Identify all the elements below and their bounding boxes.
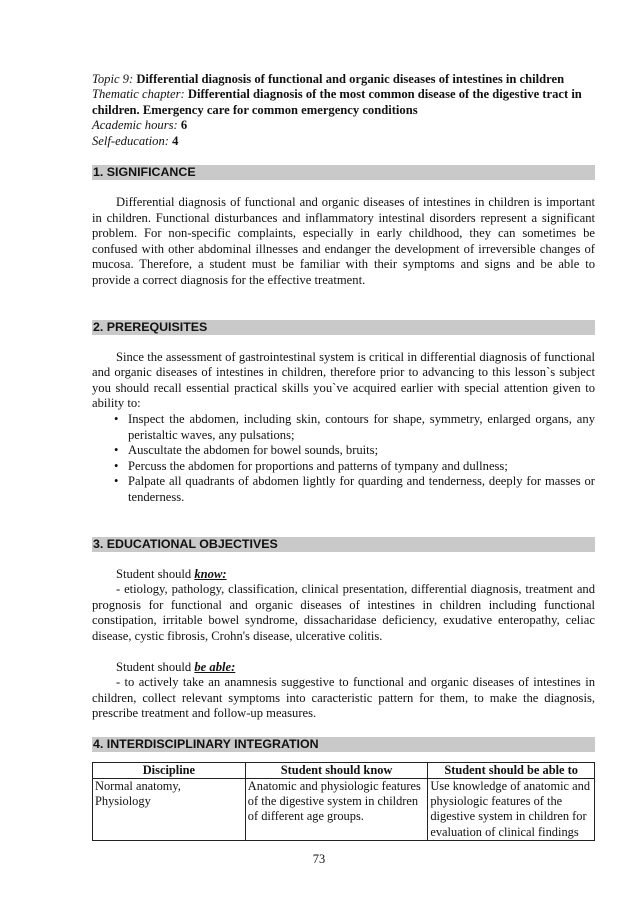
topic-line <box>92 72 595 87</box>
thematic-chapter-title: Differential diagnosis of the most common disease of the digestive tract in children. Emergency care for common emergency conditions <box>92 87 582 117</box>
list-item: • Auscultate the abdomen for bowel sounds, bruits; <box>128 443 595 459</box>
able-prefix: Student should <box>116 659 192 674</box>
section-heading-integration: 4. INTERDISCIPLINARY INTEGRATION <box>92 737 595 752</box>
prerequisites-list <box>92 412 595 506</box>
table-cell-discipline: Normal anatomy, Physiology <box>93 779 246 841</box>
page-number: 73 <box>312 852 326 866</box>
section-heading-prerequisites: 2. PREREQUISITES <box>92 320 595 335</box>
topic-title: Differential diagnosis of functional and organic diseases of intestines in children <box>136 72 565 86</box>
column-header-know: Student should know <box>245 762 428 778</box>
table-header-row <box>93 762 595 778</box>
able-intro <box>92 660 595 676</box>
list-item: • Inspect the abdomen, including skin, contours for shape, symmetry, enlarged organs, any peristaltic waves, any pulsations; <box>128 412 595 443</box>
column-header-discipline: Discipline <box>93 762 246 778</box>
document-header <box>92 72 595 149</box>
self-education-line <box>92 134 595 149</box>
thematic-chapter-label: Thematic chapter: <box>92 87 185 102</box>
academic-hours-line <box>92 118 595 133</box>
section-heading-objectives: 3. EDUCATIONAL OBJECTIVES <box>92 537 595 552</box>
know-paragraph: - etiology, pathology, classification, clinical presentation, differential diagnosis, treatment and prognosis for functional and organic diseases of intestines in children including functional constipation, irritable bowel syndrome, dissacharidase deficiency, exudative enteropathy, celiac disease, cystic fibrosis, Crohn's disease, ulcerative colitis. <box>92 582 595 643</box>
table-row <box>93 779 595 841</box>
able-paragraph: - to actively take an anamnesis suggestive to functional and organic diseases of intestines in children, collect relevant symptoms into caracteristic pattern for them, to make the diagnosis, prescribe treatment and follow-up measures. <box>92 675 595 721</box>
document-page <box>92 72 595 841</box>
know-intro <box>92 567 595 583</box>
academic-hours-value: 6 <box>180 118 188 133</box>
list-item: • Percuss the abdomen for proportions and patterns of tympany and dullness; <box>128 459 595 475</box>
section-heading-significance: 1. SIGNIFICANCE <box>92 165 595 180</box>
table-cell-able: Use knowledge of anatomic and physiologic features of the digestive system in children for evaluation of clinical findings <box>428 779 595 841</box>
know-prefix: Student should <box>116 566 192 581</box>
self-education-label: Self-education: <box>92 133 169 148</box>
significance-paragraph: Differential diagnosis of functional and organic diseases of intestines in children is important in children. Functional disturbances and inflammatory intestinal disorders represent a significant problem. For non-specific complaints, especially in early childhood, they can sometimes be confused with other abdominal illnesses and endanger the development of irreversible changes of mucosa. Therefore, a student must be familiar with their symptoms and signs and be able to provide a correct diagnosis for the effective treatment. <box>92 195 595 287</box>
list-item: • Palpate all quadrants of abdomen lightly for quarding and tenderness, deeply for masses or tenderness. <box>128 474 595 505</box>
integration-table <box>92 762 595 841</box>
prerequisites-paragraph: Since the assessment of gastrointestinal system is critical in differential diagnosis of functional and organic diseases of intestines in children, therefore prior to advancing to this lesson`s subject you should recall essential practical skills you`ve acquired earlier with special attention given to ability to: <box>92 349 595 411</box>
topic-label: Topic 9: <box>92 72 134 86</box>
table-cell-know: Anatomic and physiologic features of the digestive system in children of different age groups. <box>245 779 428 841</box>
self-education-value: 4 <box>172 133 179 148</box>
column-header-able: Student should be able to <box>428 762 595 778</box>
know-emphasis: know: <box>194 566 227 581</box>
able-emphasis: be able: <box>194 659 236 674</box>
thematic-chapter-line <box>92 87 595 118</box>
academic-hours-label: Academic hours: <box>92 118 178 133</box>
